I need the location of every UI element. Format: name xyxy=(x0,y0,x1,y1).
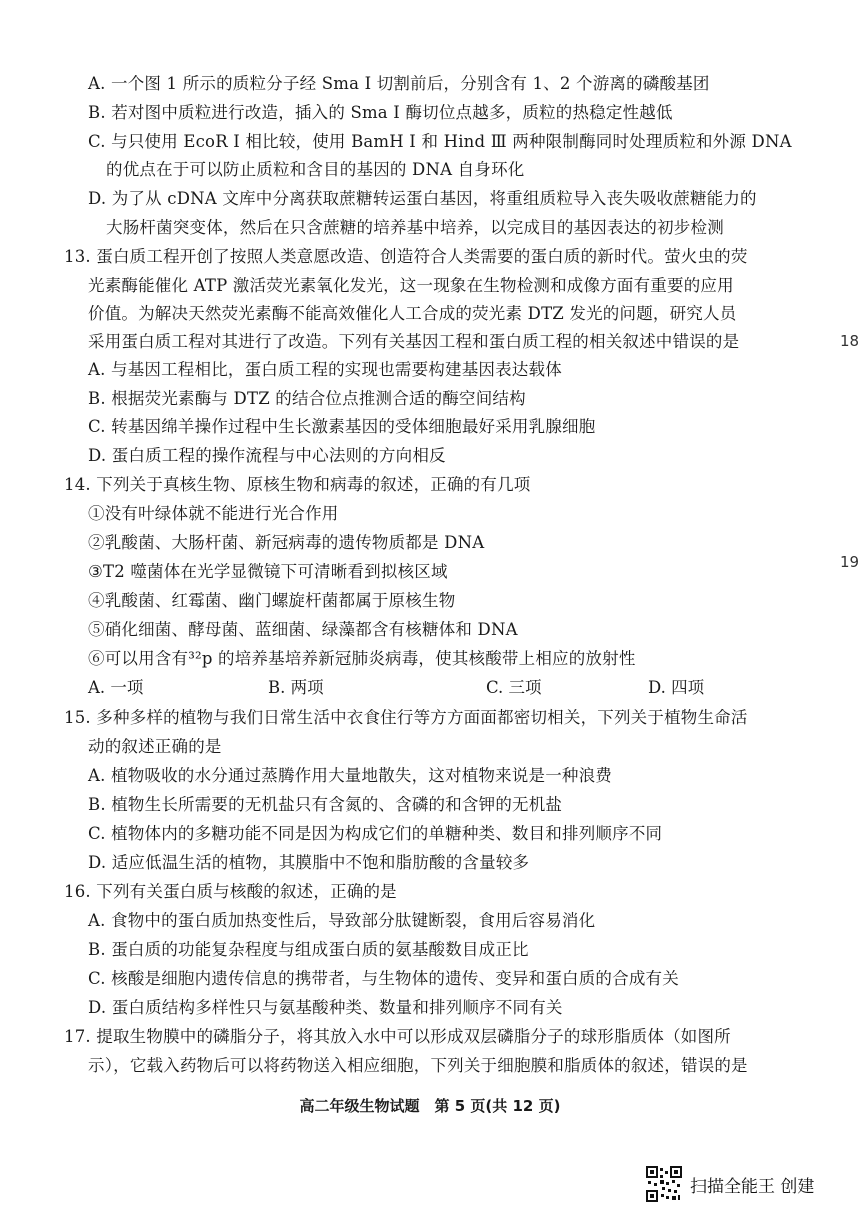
page-footer: 高二年级生物试题 第 5 页(共 12 页) xyxy=(299,1097,561,1115)
scanner-badge-label: 扫描全能王 创建 xyxy=(690,1176,815,1197)
q12-option-d: D. 为了从 cDNA 文库中分离获取蔗糖转运蛋白基因，将重组质粒导入丧失吸收蔗糖能力的 xyxy=(88,189,757,208)
q14-item-4: ④乳酸菌、红霉菌、幽门螺旋杆菌都属于原核生物 xyxy=(88,591,456,610)
q16-option-a: A. 食物中的蛋白质加热变性后，导致部分肽键断裂，食用后容易消化 xyxy=(88,911,596,930)
scanner-badge xyxy=(646,1166,814,1202)
edge-mark-18: 18 xyxy=(840,332,860,350)
qr-code-icon xyxy=(646,1166,682,1202)
q13-option-b: B. 根据荧光素酶与 DTZ 的结合位点推测合适的酶空间结构 xyxy=(88,389,526,408)
q14-item-3: ③T2 噬菌体在光学显微镜下可清晰看到拟核区域 xyxy=(88,562,448,581)
q12-option-c: C. 与只使用 EcoR Ⅰ 相比较，使用 BamH Ⅰ 和 Hind Ⅲ 两种限制酶同时处理质粒和外源 DNA xyxy=(88,132,792,151)
q15-stem-1: 15. 多种多样的植物与我们日常生活中衣食住行等方方面面都密切相关，下列关于植物生命活 xyxy=(64,708,748,727)
q14-item-2: ②乳酸菌、大肠杆菌、新冠病毒的遗传物质都是 DNA xyxy=(88,533,485,552)
q16-option-b: B. 蛋白质的功能复杂程度与组成蛋白质的氨基酸数目成正比 xyxy=(88,940,529,959)
q14-stem: 14. 下列关于真核生物、原核生物和病毒的叙述，正确的有几项 xyxy=(64,475,531,494)
q13-option-a: A. 与基因工程相比，蛋白质工程的实现也需要构建基因表达载体 xyxy=(88,360,562,379)
q17-stem-2: 示），它载入药物后可以将药物送入相应细胞，下列关于细胞膜和脂质体的叙述，错误的是 xyxy=(88,1056,748,1075)
q15-option-b: B. 植物生长所需要的无机盐只有含氮的、含磷的和含钾的无机盐 xyxy=(88,795,563,814)
q13-stem-4: 采用蛋白质工程对其进行了改造。下列有关基因工程和蛋白质工程的相关叙述中错误的是 xyxy=(88,332,740,351)
q13-option-c: C. 转基因绵羊操作过程中生长激素基因的受体细胞最好采用乳腺细胞 xyxy=(88,417,596,436)
q14-option-d: D. 四项 xyxy=(648,678,705,697)
q14-item-1: ①没有叶绿体就不能进行光合作用 xyxy=(88,504,339,523)
q14-option-a: A. 一项 xyxy=(88,678,144,697)
q16-stem: 16. 下列有关蛋白质与核酸的叙述，正确的是 xyxy=(64,882,397,901)
q16-option-d: D. 蛋白质结构多样性只与氨基酸种类、数量和排列顺序不同有关 xyxy=(88,998,563,1017)
edge-mark-19: 19 xyxy=(840,553,860,571)
q14-item-6: ⑥可以用含有³²p 的培养基培养新冠肺炎病毒，使其核酸带上相应的放射性 xyxy=(88,649,636,668)
q15-option-d: D. 适应低温生活的植物，其膜脂中不饱和脂肪酸的含量较多 xyxy=(88,853,530,872)
q17-stem-1: 17. 提取生物膜中的磷脂分子，将其放入水中可以形成双层磷脂分子的球形脂质体（如图所 xyxy=(64,1027,731,1046)
q13-stem-3: 价值。为解决天然荧光素酶不能高效催化人工合成的荧光素 DTZ 发光的问题，研究人员 xyxy=(88,304,737,323)
q15-option-c: C. 植物体内的多糖功能不同是因为构成它们的单糖种类、数目和排列顺序不同 xyxy=(88,824,663,843)
q15-stem-2: 动的叙述正确的是 xyxy=(88,737,222,756)
q12-option-a: A. 一个图 1 所示的质粒分子经 Sma Ⅰ 切割前后，分别含有 1、2 个游离的磷酸基团 xyxy=(88,74,710,93)
q13-stem-1: 13. 蛋白质工程开创了按照人类意愿改造、创造符合人类需要的蛋白质的新时代。萤火虫的荧 xyxy=(64,247,748,266)
q12-option-d-cont: 大肠杆菌突变体，然后在只含蔗糖的培养基中培养，以完成目的基因表达的初步检测 xyxy=(106,218,724,237)
q16-option-c: C. 核酸是细胞内遗传信息的携带者，与生物体的遗传、变异和蛋白质的合成有关 xyxy=(88,969,679,988)
q12-option-c-cont: 的优点在于可以防止质粒和含目的基因的 DNA 自身环化 xyxy=(106,160,525,179)
q13-stem-2: 光素酶能催化 ATP 激活荧光素氧化发光，这一现象在生物检测和成像方面有重要的应用 xyxy=(88,276,734,295)
q14-item-5: ⑤硝化细菌、酵母菌、蓝细菌、绿藻都含有核糖体和 DNA xyxy=(88,620,518,639)
q15-option-a: A. 植物吸收的水分通过蒸腾作用大量地散失，这对植物来说是一种浪费 xyxy=(88,766,613,785)
q12-option-b: B. 若对图中质粒进行改造，插入的 Sma Ⅰ 酶切位点越多，质粒的热稳定性越低 xyxy=(88,103,673,122)
q14-option-c: C. 三项 xyxy=(486,678,542,697)
q13-option-d: D. 蛋白质工程的操作流程与中心法则的方向相反 xyxy=(88,446,446,465)
q14-option-b: B. 两项 xyxy=(268,678,324,697)
